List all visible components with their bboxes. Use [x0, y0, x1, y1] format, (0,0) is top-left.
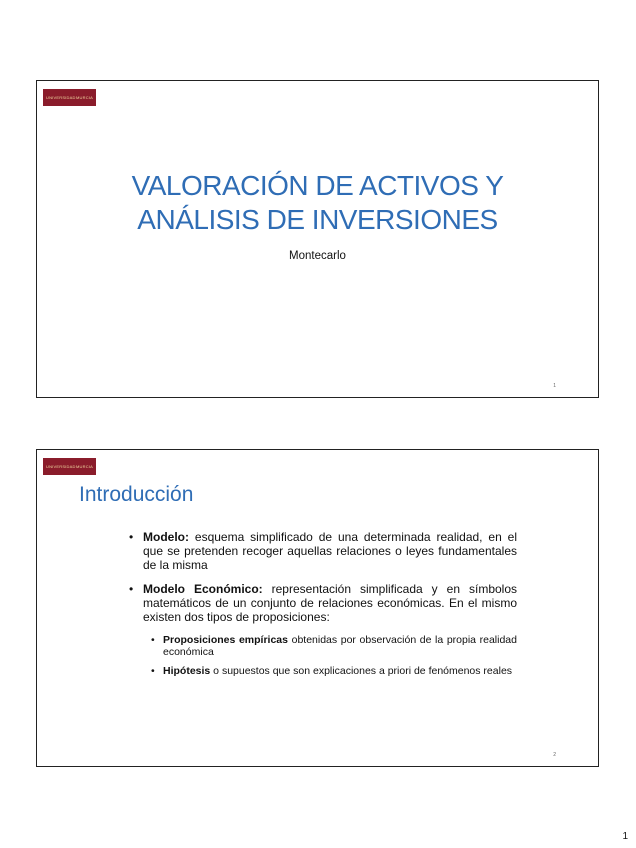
slide-title	[37, 169, 598, 237]
slide-page-number: 1	[553, 383, 556, 389]
slide-page-number: 2	[553, 752, 556, 758]
sub-bullet-text: obtenidas por observación de la propia realidad económica	[163, 634, 517, 658]
bullet-term: Modelo:	[143, 530, 189, 544]
university-logo	[43, 458, 96, 475]
bullet-icon: •	[151, 634, 155, 646]
slide-subtitle: Montecarlo	[289, 250, 346, 262]
sub-bullet-term: Proposiciones empíricas	[163, 634, 288, 646]
logo-word-right: MURCIA	[76, 464, 93, 469]
bullet-item	[129, 530, 517, 572]
sub-bullet-text: o supuestos que son explicaciones a priori de fenómenos reales	[210, 665, 513, 677]
logo-word-right: MURCIA	[76, 95, 93, 100]
bullet-text: representación simplificada y en símbolos matemáticos de un conjunto de relaciones económicas. En el mismo existen dos tipos de proposiciones:	[143, 582, 518, 624]
sub-bullet-item	[151, 665, 517, 677]
slide-body	[129, 530, 517, 684]
logo-word-left: UNIVERSIDAD	[46, 95, 76, 100]
bullet-text: esquema simplificado de una determinada realidad, en el que se pretenden recoger aquellas relaciones o leyes fundamentales de la misma	[143, 530, 517, 572]
document-page-number: 1	[622, 831, 628, 842]
slide-2	[36, 449, 599, 767]
slide-title: Introducción	[79, 483, 194, 506]
university-logo	[43, 89, 96, 106]
bullet-icon: •	[129, 582, 134, 596]
bullet-item	[129, 582, 517, 624]
logo-word-left: UNIVERSIDAD	[46, 464, 76, 469]
slide-title-line-2: ANÁLISIS DE INVERSIONES	[137, 204, 498, 235]
bullet-icon: •	[151, 665, 155, 677]
bullet-icon: •	[129, 530, 134, 544]
sub-bullet-term: Hipótesis	[163, 665, 211, 677]
sub-bullet-item	[151, 634, 517, 658]
slide-1	[36, 80, 599, 398]
slide-title-line-1: VALORACIÓN DE ACTIVOS Y	[131, 170, 504, 201]
bullet-term: Modelo Económico:	[143, 582, 263, 596]
